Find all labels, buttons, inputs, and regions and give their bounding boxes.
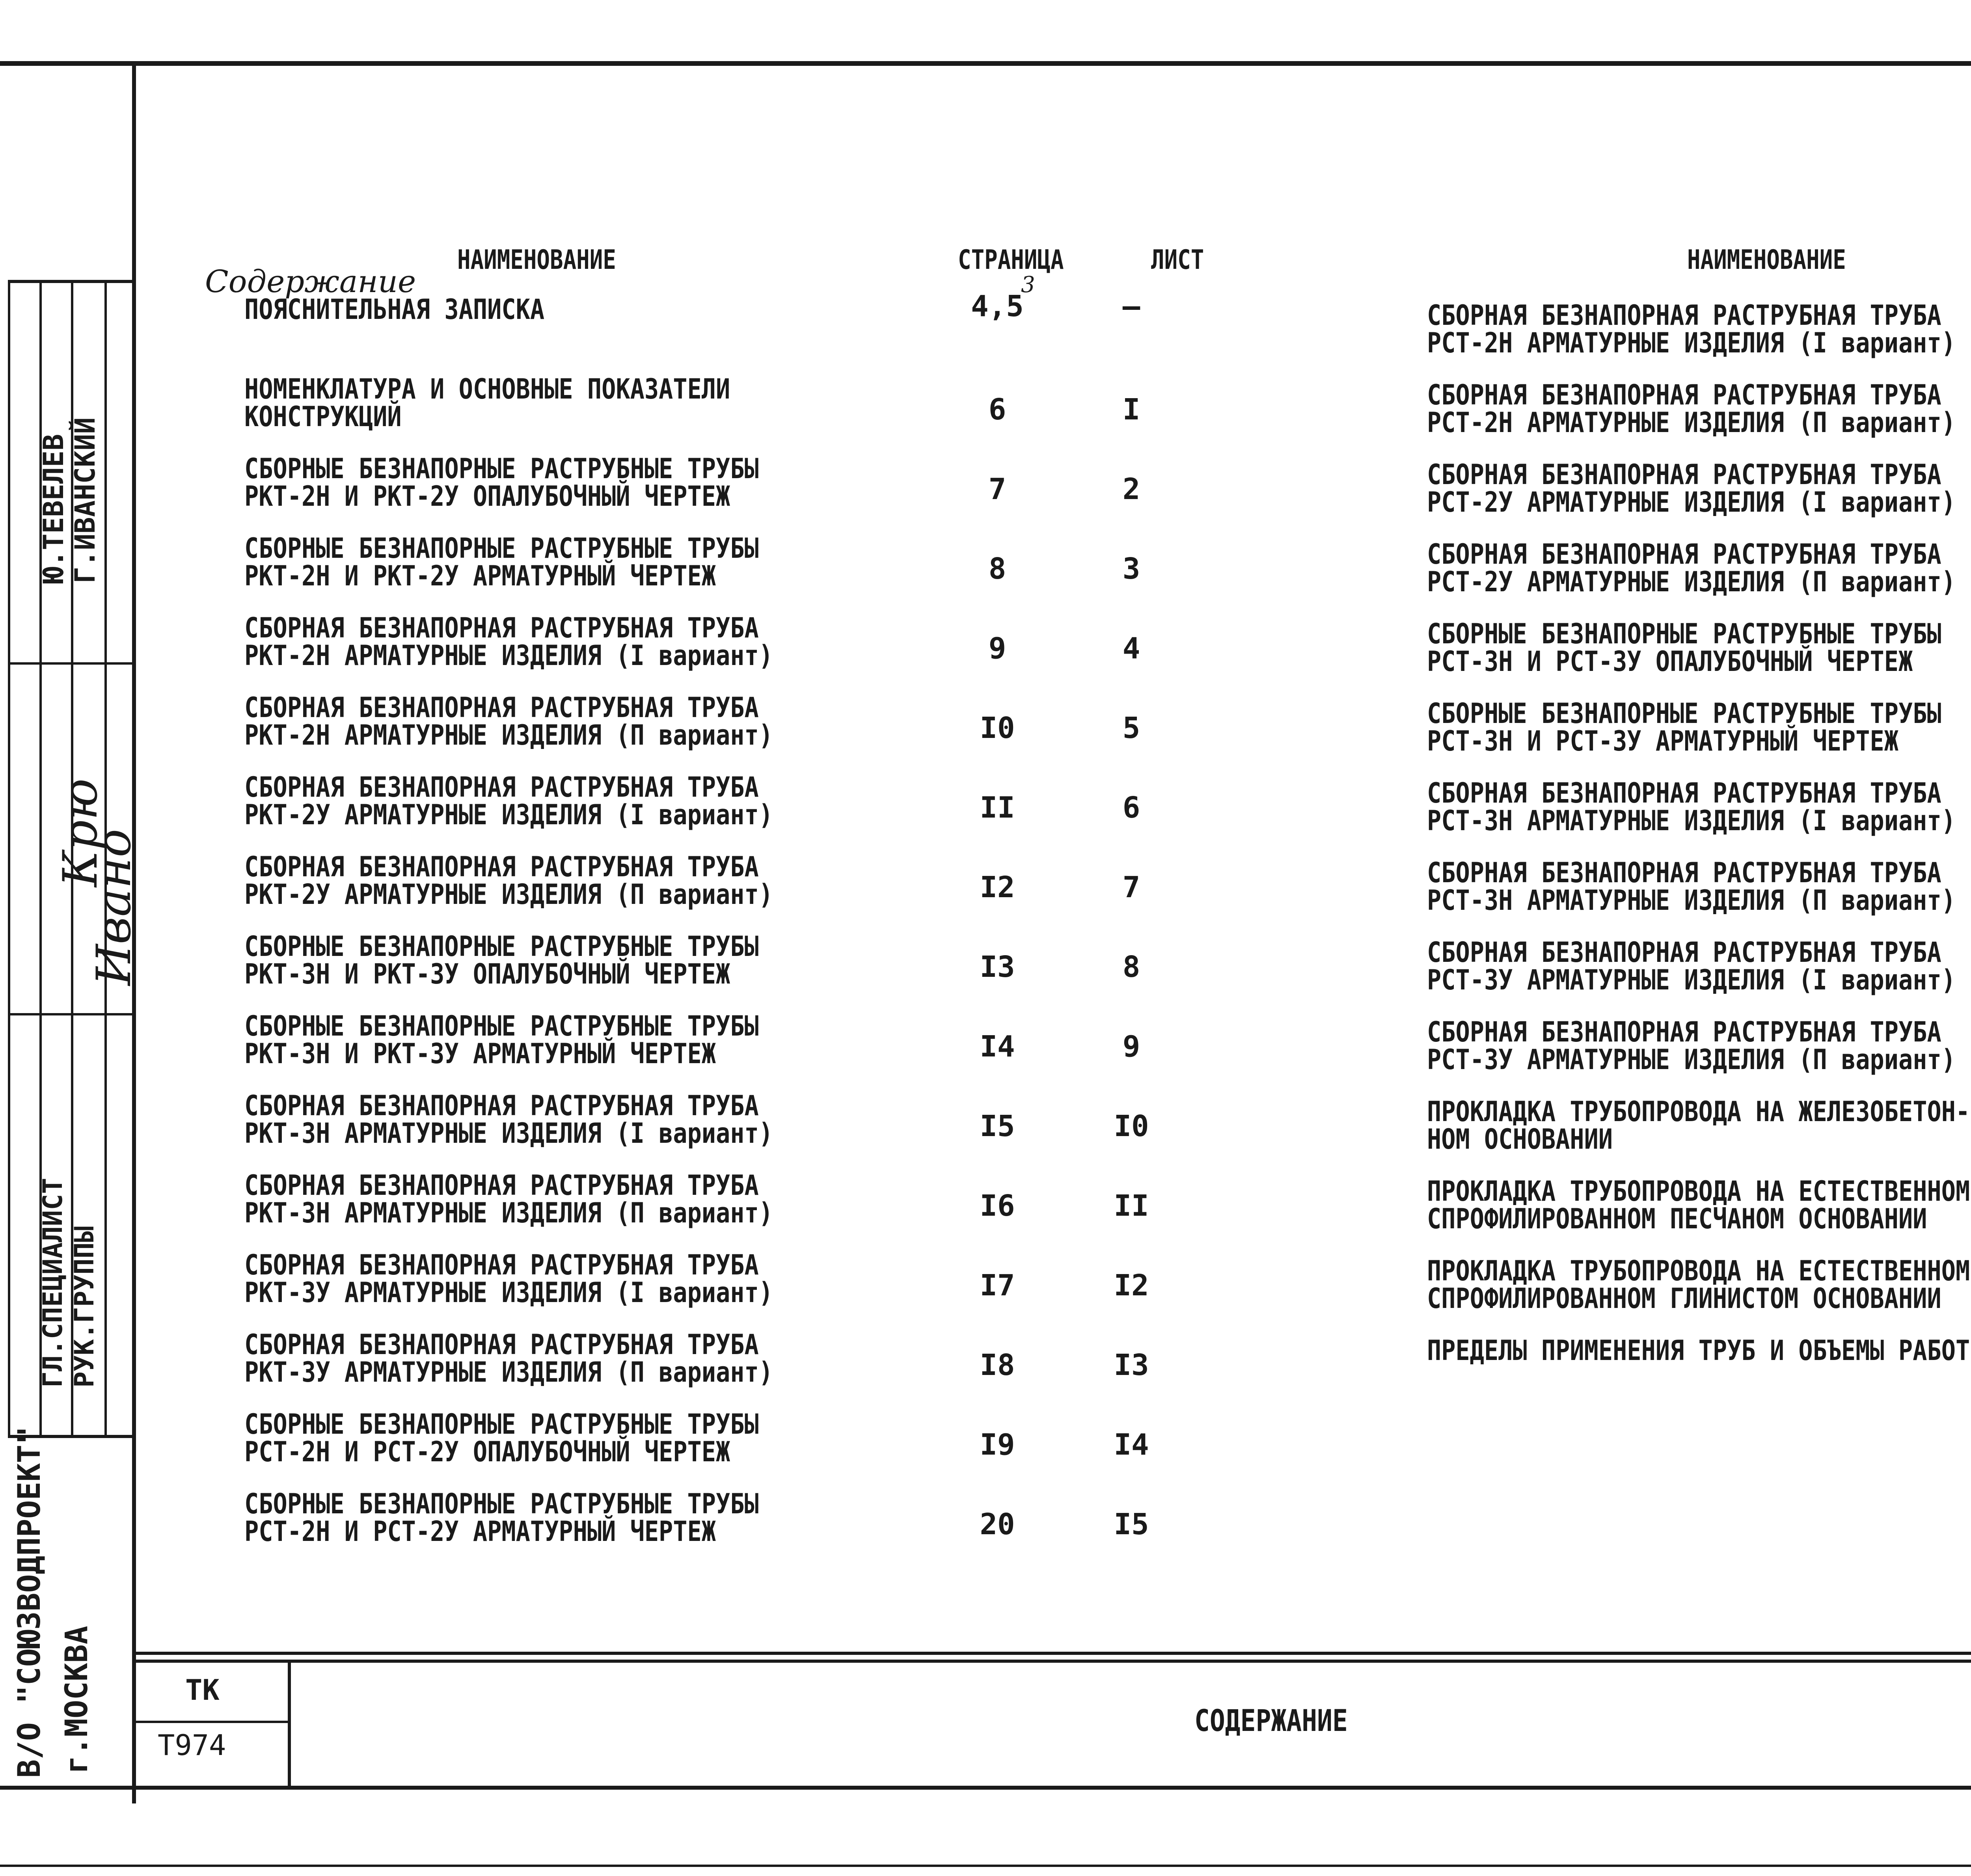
left-row bbox=[244, 1092, 1269, 1171]
left-row bbox=[244, 1251, 1269, 1330]
left-row bbox=[244, 1490, 1269, 1569]
left-row-sheet: I0 bbox=[1114, 1109, 1149, 1143]
left-row-name: СБОРНЫЕ БЕЗНАПОРНЫЕ РАСТРУБНЫЕ ТРУБЫ РСТ-2Н И РСТ-2У ОПАЛУБОЧНЫЙ ЧЕРТЕЖ bbox=[244, 1408, 759, 1468]
right-row-name: СБОРНАЯ БЕЗНАПОРНАЯ РАСТРУБНАЯ ТРУБА РСТ-2Н АРМАТУРНЫЕ ИЗДЕЛИЯ (I вариант) bbox=[1427, 299, 1956, 359]
top-border bbox=[0, 61, 1971, 66]
right-row-name: СБОРНЫЕ БЕЗНАПОРНЫЕ РАСТРУБНЫЕ ТРУБЫ РСТ-3Н И РСТ-3У ОПАЛУБОЧНЫЙ ЧЕРТЕЖ bbox=[1427, 618, 1941, 678]
left-row-page: I2 bbox=[980, 870, 1015, 904]
stamp-row1 bbox=[8, 662, 134, 665]
left-row-sheet: I5 bbox=[1114, 1507, 1149, 1541]
right-row-name: ПРОКЛАДКА ТРУБОПРОВОДА НА ЖЕЛЕЗОБЕТОН- НОМ ОСНОВАНИИ bbox=[1427, 1095, 1970, 1155]
left-row-sheet: I bbox=[1122, 393, 1140, 427]
right-row bbox=[1427, 381, 1971, 460]
right-row bbox=[1427, 859, 1971, 938]
left-row-name: СБОРНАЯ БЕЗНАПОРНАЯ РАСТРУБНАЯ ТРУБА РКТ-2Н АРМАТУРНЫЕ ИЗДЕЛИЯ (П вариант) bbox=[244, 691, 773, 751]
left-row-name: СБОРНАЯ БЕЗНАПОРНАЯ РАСТРУБНАЯ ТРУБА РКТ-3Н АРМАТУРНЫЕ ИЗДЕЛИЯ (П вариант) bbox=[244, 1169, 773, 1229]
right-row-name: СБОРНАЯ БЕЗНАПОРНАЯ РАСТРУБНАЯ ТРУБА РСТ-3У АРМАТУРНЫЕ ИЗДЕЛИЯ (П вариант) bbox=[1427, 1016, 1956, 1076]
left-table-header bbox=[244, 233, 1269, 288]
left-row-name: СБОРНАЯ БЕЗНАПОРНАЯ РАСТРУБНАЯ ТРУБА РКТ-3У АРМАТУРНЫЕ ИЗДЕЛИЯ (П вариант) bbox=[244, 1328, 773, 1388]
left-row-name: СБОРНЫЕ БЕЗНАПОРНЫЕ РАСТРУБНЫЕ ТРУБЫ РКТ-3Н И РКТ-3У АРМАТУРНЫЙ ЧЕРТЕЖ bbox=[244, 1010, 759, 1070]
stamp-signature-1: Крю bbox=[53, 778, 108, 887]
right-row bbox=[1427, 620, 1971, 699]
left-row bbox=[244, 289, 1269, 374]
stamp-organization: В/О "СОЮЗВОДПРОЕКТ" bbox=[12, 1426, 47, 1778]
left-header-name: НАИМЕНОВАНИЕ bbox=[457, 244, 616, 276]
left-row-page: I7 bbox=[980, 1269, 1015, 1302]
right-row-name: СБОРНЫЕ БЕЗНАПОРНЫЕ РАСТРУБНЫЕ ТРУБЫ РСТ-3Н И РСТ-3У АРМАТУРНЫЙ ЧЕРТЕЖ bbox=[1427, 697, 1941, 757]
left-row-name: ПОЯСНИТЕЛЬНАЯ ЗАПИСКА bbox=[244, 293, 545, 326]
stamp-name-1: Ю.ТЕВЕЛЕВ bbox=[37, 434, 70, 583]
left-row-sheet: 4 bbox=[1122, 632, 1140, 665]
left-row bbox=[244, 614, 1269, 693]
left-row-sheet: 2 bbox=[1122, 472, 1140, 506]
left-row bbox=[244, 1169, 1269, 1250]
left-row-sheet: I4 bbox=[1114, 1428, 1149, 1462]
left-row-sheet: 6 bbox=[1122, 791, 1140, 825]
left-row-name: СБОРНЫЕ БЕЗНАПОРНЫЕ РАСТРУБНЫЕ ТРУБЫ РСТ-2Н И РСТ-2У АРМАТУРНЫЙ ЧЕРТЕЖ bbox=[244, 1488, 759, 1548]
left-row-page: 9 bbox=[988, 632, 1006, 665]
left-row-name: СБОРНАЯ БЕЗНАПОРНАЯ РАСТРУБНАЯ ТРУБА РКТ-2У АРМАТУРНЫЕ ИЗДЕЛИЯ (П вариант) bbox=[244, 851, 773, 911]
left-row-sheet: 5 bbox=[1122, 711, 1140, 745]
left-row-name: СБОРНАЯ БЕЗНАПОРНАЯ РАСТРУБНАЯ ТРУБА РКТ-3У АРМАТУРНЫЕ ИЗДЕЛИЯ (I вариант) bbox=[244, 1249, 773, 1309]
left-row-page: II bbox=[980, 791, 1015, 825]
left-row-page: 6 bbox=[988, 393, 1006, 427]
title-top-line bbox=[132, 1660, 1971, 1663]
stamp-role-1: ГЛ.СПЕЦИАЛИСТ bbox=[37, 1177, 69, 1388]
left-header-page: СТРАНИЦА bbox=[958, 244, 1064, 276]
stamp-name-2: Г.ИВАНСКИЙ bbox=[69, 417, 101, 583]
right-header-name: НАИМЕНОВАНИЕ bbox=[1687, 244, 1846, 276]
left-row-page: I5 bbox=[980, 1109, 1015, 1143]
left-row-name: СБОРНЫЕ БЕЗНАПОРНЫЕ РАСТРУБНЫЕ ТРУБЫ РКТ-3Н И РКТ-3У ОПАЛУБОЧНЫЙ ЧЕРТЕЖ bbox=[244, 930, 759, 990]
title-text: СОДЕРЖАНИЕ bbox=[1194, 1703, 1348, 1738]
left-header-sheet: ЛИСТ bbox=[1151, 244, 1204, 276]
stamp-col1 bbox=[8, 280, 10, 1435]
left-row-page: 20 bbox=[980, 1507, 1015, 1541]
right-row bbox=[1427, 299, 1971, 380]
right-row bbox=[1427, 1095, 1971, 1177]
right-row bbox=[1427, 458, 1971, 540]
title-code-col bbox=[288, 1660, 291, 1786]
left-row-name: СБОРНЫЕ БЕЗНАПОРНЫЕ РАСТРУБНЫЕ ТРУБЫ РКТ-2Н И РКТ-2У АРМАТУРНЫЙ ЧЕРТЕЖ bbox=[244, 532, 759, 592]
left-table-rows bbox=[244, 289, 1269, 1597]
contents-handwritten-label: Содержание bbox=[205, 264, 416, 300]
right-row-name: ПРОКЛАДКА ТРУБОПРОВОДА НА ЕСТЕСТВЕННОМ СПРОФИЛИРОВАННОМ ПЕСЧАНОМ ОСНОВАНИИ bbox=[1427, 1175, 1970, 1235]
left-row-name: НОМЕНКЛАТУРА И ОСНОВНЫЕ ПОКАЗАТЕЛИ КОНСТРУКЦИЙ bbox=[244, 373, 730, 433]
left-row-page: I0 bbox=[980, 711, 1015, 745]
left-row-page: I3 bbox=[980, 950, 1015, 984]
left-row bbox=[244, 1328, 1269, 1410]
left-row-sheet: 7 bbox=[1122, 870, 1140, 904]
stamp-row2 bbox=[8, 1013, 134, 1015]
right-row bbox=[1427, 1177, 1971, 1256]
left-row bbox=[244, 1410, 1269, 1489]
left-row-sheet: II bbox=[1114, 1189, 1149, 1223]
title-code-number: Т974 bbox=[158, 1729, 226, 1762]
right-row bbox=[1427, 697, 1971, 779]
right-row bbox=[1427, 1257, 1971, 1336]
right-row bbox=[1427, 936, 1971, 1017]
right-table-header bbox=[1427, 233, 1971, 288]
title-code-split bbox=[132, 1721, 290, 1723]
right-row bbox=[1427, 540, 1971, 619]
left-row-name: СБОРНАЯ БЕЗНАПОРНАЯ РАСТРУБНАЯ ТРУБА РКТ-3Н АРМАТУРНЫЕ ИЗДЕЛИЯ (I вариант) bbox=[244, 1090, 773, 1149]
outer-bottom-border bbox=[0, 1786, 1971, 1790]
left-row bbox=[244, 1012, 1269, 1091]
right-row-name: СБОРНАЯ БЕЗНАПОРНАЯ РАСТРУБНАЯ ТРУБА РСТ-2У АРМАТУРНЫЕ ИЗДЕЛИЯ (I вариант) bbox=[1427, 458, 1956, 518]
left-row bbox=[244, 930, 1269, 1012]
left-row-name: СБОРНЫЕ БЕЗНАПОРНЫЕ РАСТРУБНЫЕ ТРУБЫ РКТ-2Н И РКТ-2У ОПАЛУБОЧНЫЙ ЧЕРТЕЖ bbox=[244, 453, 759, 512]
left-page-note: 3 bbox=[1021, 272, 1035, 298]
right-row-name: ПРЕДЕЛЫ ПРИМЕНЕНИЯ ТРУБ И ОБЪЕМЫ РАБОТ bbox=[1427, 1334, 1970, 1367]
left-row-sheet: — bbox=[1122, 289, 1140, 323]
stamp-signature-2: Ивано bbox=[87, 829, 142, 986]
left-row bbox=[244, 375, 1269, 454]
left-row bbox=[244, 853, 1269, 932]
right-row-name: ПРОКЛАДКА ТРУБОПРОВОДА НА ЕСТЕСТВЕННОМ СПРОФИЛИРОВАННОМ ГЛИНИСТОМ ОСНОВАНИИ bbox=[1427, 1255, 1970, 1315]
left-row bbox=[244, 532, 1269, 613]
stamp-role-2: РУК.ГРУППЫ bbox=[69, 1226, 100, 1388]
left-row-sheet: I3 bbox=[1114, 1348, 1149, 1382]
left-row-page: 4,5 bbox=[971, 289, 1024, 323]
right-row-name: СБОРНАЯ БЕЗНАПОРНАЯ РАСТРУБНАЯ ТРУБА РСТ-3У АРМАТУРНЫЕ ИЗДЕЛИЯ (I вариант) bbox=[1427, 936, 1956, 996]
right-row-name: СБОРНАЯ БЕЗНАПОРНАЯ РАСТРУБНАЯ ТРУБА РСТ-2Н АРМАТУРНЫЕ ИЗДЕЛИЯ (П вариант) bbox=[1427, 379, 1956, 439]
inner-bottom-border bbox=[132, 1652, 1971, 1655]
left-row bbox=[244, 455, 1269, 534]
left-row-sheet: 8 bbox=[1122, 950, 1140, 984]
left-row-page: I9 bbox=[980, 1428, 1015, 1462]
left-row bbox=[244, 773, 1269, 852]
right-row bbox=[1427, 1334, 1971, 1416]
stamp-city: г.МОСКВА bbox=[59, 1626, 95, 1774]
left-row-sheet: 9 bbox=[1122, 1030, 1140, 1064]
right-row-name: СБОРНАЯ БЕЗНАПОРНАЯ РАСТРУБНАЯ ТРУБА РСТ-2У АРМАТУРНЫЕ ИЗДЕЛИЯ (П вариант) bbox=[1427, 538, 1956, 598]
left-row-page: I4 bbox=[980, 1030, 1015, 1064]
left-row-name: СБОРНАЯ БЕЗНАПОРНАЯ РАСТРУБНАЯ ТРУБА РКТ-2У АРМАТУРНЫЕ ИЗДЕЛИЯ (I вариант) bbox=[244, 771, 773, 831]
left-row-page: I6 bbox=[980, 1189, 1015, 1223]
page-bottom-edge bbox=[0, 1865, 1971, 1867]
left-row-sheet: 3 bbox=[1122, 552, 1140, 586]
left-row-name: СБОРНАЯ БЕЗНАПОРНАЯ РАСТРУБНАЯ ТРУБА РКТ-2Н АРМАТУРНЫЕ ИЗДЕЛИЯ (I вариант) bbox=[244, 612, 773, 672]
left-row-sheet: I2 bbox=[1114, 1269, 1149, 1302]
left-row-page: 7 bbox=[988, 472, 1006, 506]
title-code-label: ТК bbox=[185, 1673, 220, 1706]
right-row-name: СБОРНАЯ БЕЗНАПОРНАЯ РАСТРУБНАЯ ТРУБА РСТ-3Н АРМАТУРНЫЕ ИЗДЕЛИЯ (I вариант) bbox=[1427, 777, 1956, 837]
right-table-rows bbox=[1427, 299, 1971, 1484]
left-row bbox=[244, 691, 1269, 773]
right-row-name: СБОРНАЯ БЕЗНАПОРНАЯ РАСТРУБНАЯ ТРУБА РСТ-3Н АРМАТУРНЫЕ ИЗДЕЛИЯ (П вариант) bbox=[1427, 857, 1956, 917]
left-row-page: I8 bbox=[980, 1348, 1015, 1382]
right-row bbox=[1427, 1018, 1971, 1097]
right-row bbox=[1427, 779, 1971, 858]
left-row-page: 8 bbox=[988, 552, 1006, 586]
